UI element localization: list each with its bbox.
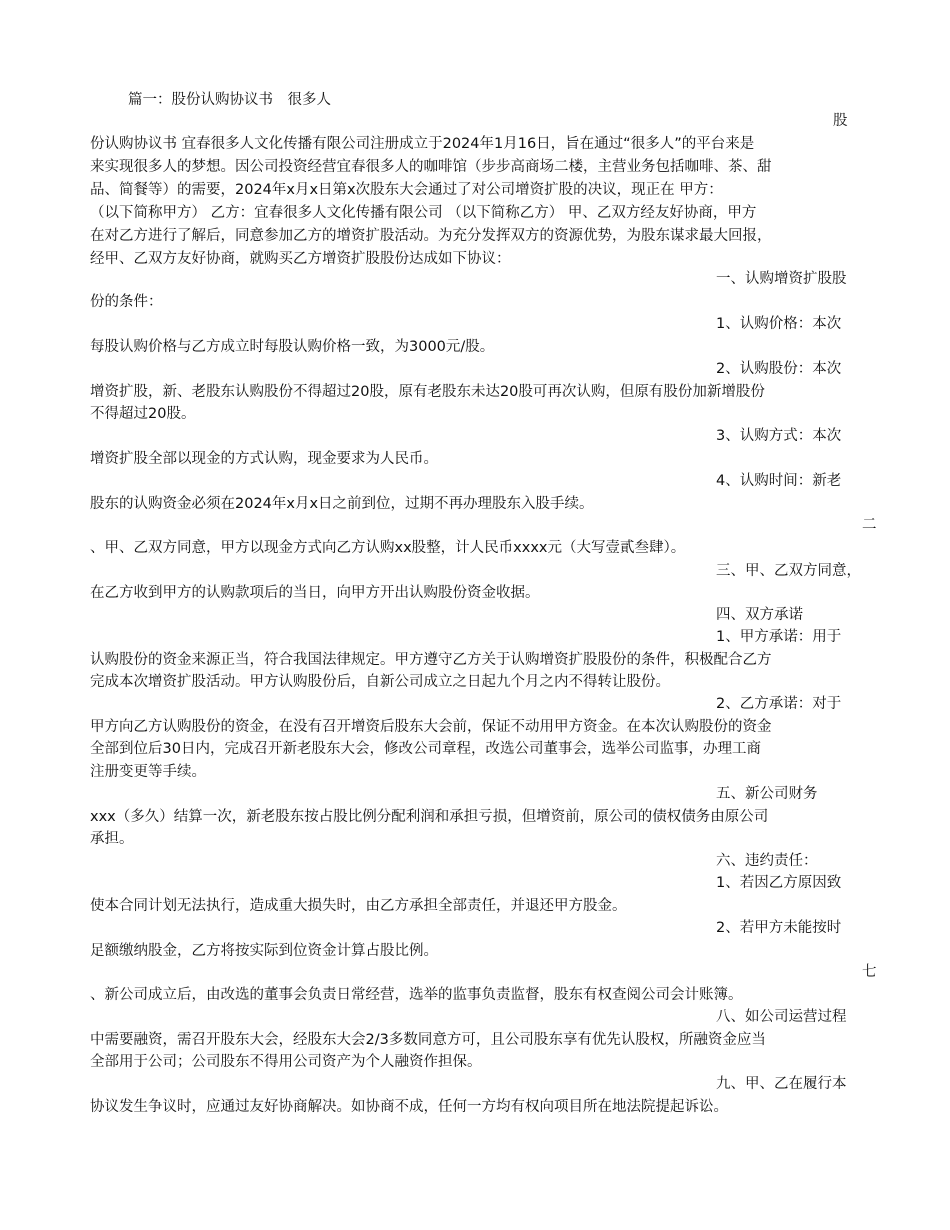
section-number: 七 xyxy=(862,964,877,980)
clause-heading: 1、认购价格：本次 xyxy=(716,316,842,332)
doc-line: 在乙方收到甲方的认购款项后的当日，向甲方开出认购股份资金收据。 xyxy=(90,585,540,601)
doc-title: 篇一：股份认购协议书 很多人 xyxy=(128,92,331,108)
doc-line: 股 xyxy=(833,113,848,129)
doc-line: 来实现很多人的梦想。因公司投资经营宜春很多人的咖啡馆（步步高商场二楼，主营业务包括咖啡、茶、甜 xyxy=(90,159,772,175)
clause-heading: 2、认购股份：本次 xyxy=(716,361,842,377)
doc-line: 甲方向乙方认购股份的资金，在没有召开增资后股东大会前，保证不动用甲方资金。在本次认购股份的资金 xyxy=(90,719,772,735)
doc-line: 每股认购价格与乙方成立时每股认购价格一致，为3000元/股。 xyxy=(90,339,495,355)
doc-line: 认购股份的资金来源正当，符合我国法律规定。甲方遵守乙方关于认购增资扩股股份的条件，积极配合乙方 xyxy=(90,652,772,668)
section-heading: 四、双方承诺 xyxy=(716,607,803,623)
section-number: 二 xyxy=(862,517,877,533)
doc-line: 不得超过20股。 xyxy=(90,406,196,422)
doc-line: 、新公司成立后，由改选的董事会负责日常经营，选举的监事负责监督，股东有权查阅公司会计账簿。 xyxy=(90,987,743,1003)
doc-line: 承担。 xyxy=(90,831,134,847)
doc-line: 增资扩股全部以现金的方式认购，现金要求为人民币。 xyxy=(90,451,438,467)
section-heading: 六、违约责任： xyxy=(716,853,818,869)
doc-line: 在对乙方进行了解后，同意参加乙方的增资扩股活动。为充分发挥双方的资源优势，为股东谋求最大回报， xyxy=(90,228,772,244)
doc-line: 、甲、乙双方同意，甲方以现金方式向乙方认购xx股整，计人民币xxxx元（大写壹貳叁肆）。 xyxy=(90,540,686,556)
doc-line: 全部到位后30日内，完成召开新老股东大会，修改公司章程，改选公司董事会，选举公司监事，办理工商 xyxy=(90,741,761,757)
section-heading: 九、甲、乙在履行本 xyxy=(716,1076,847,1092)
doc-line: 中需要融资，需召开股东大会，经股东大会2/3多数同意方可，且公司股东享有优先认股权，所融资金应当 xyxy=(90,1032,766,1048)
clause-heading: 3、认购方式：本次 xyxy=(716,428,842,444)
section-heading: 三、甲、乙双方同意， xyxy=(716,563,861,579)
doc-line: 协议发生争议时，应通过友好协商解决。如协商不成，任何一方均有权向项目所在地法院提起诉讼。 xyxy=(90,1099,728,1115)
doc-line: 份认购协议书 宜春很多人文化传播有限公司注册成立于2024年1月16日，旨在通过“很多人”的平台来是 xyxy=(90,136,755,152)
doc-line: 足额缴纳股金，乙方将按实际到位资金计算占股比例。 xyxy=(90,943,438,959)
section-heading: 一、认购增资扩股股 xyxy=(716,271,847,287)
doc-line: 注册变更等手续。 xyxy=(90,764,206,780)
doc-line: xxx（多久）结算一次，新老股东按占股比例分配利润和承担亏损，但增资前，原公司的债权债务由原公司 xyxy=(90,809,769,825)
clause-heading: 2、若甲方未能按时 xyxy=(716,920,842,936)
doc-line: 品、简餐等）的需要，2024年x月x日第x次股东大会通过了对公司增资扩股的决议，现正在 甲方： xyxy=(90,182,723,198)
section-heading: 八、如公司运营过程 xyxy=(716,1009,847,1025)
section-heading: 五、新公司财务 xyxy=(716,786,818,802)
doc-line: 增资扩股，新、老股东认购股份不得超过20股，原有老股东未达20股可再次认购，但原有股份加新增股份 xyxy=(90,384,765,400)
doc-line: 全部用于公司；公司股东不得用公司资产为个人融资作担保。 xyxy=(90,1054,482,1070)
clause-heading: 4、认购时间：新老 xyxy=(716,473,842,489)
clause-heading: 2、乙方承诺：对于 xyxy=(716,696,842,712)
doc-line: 份的条件： xyxy=(90,294,163,310)
doc-line: 使本合同计划无法执行，造成重大损失时，由乙方承担全部责任，并退还甲方股金。 xyxy=(90,898,627,914)
clause-heading: 1、甲方承诺：用于 xyxy=(716,629,842,645)
doc-line: 股东的认购资金必须在2024年x月x日之前到位，过期不再办理股东入股手续。 xyxy=(90,496,594,512)
doc-line: 经甲、乙双方友好协商，就购买乙方增资扩股股份达成如下协议： xyxy=(90,251,511,267)
doc-line: （以下简称甲方） 乙方：宜春很多人文化传播有限公司 （以下简称乙方） 甲、乙双方经友好协商，甲方 xyxy=(90,205,757,221)
doc-line: 完成本次增资扩股活动。甲方认购股份后，自新公司成立之日起九个月之内不得转让股份。 xyxy=(90,674,670,690)
clause-heading: 1、若因乙方原因致 xyxy=(716,875,842,891)
